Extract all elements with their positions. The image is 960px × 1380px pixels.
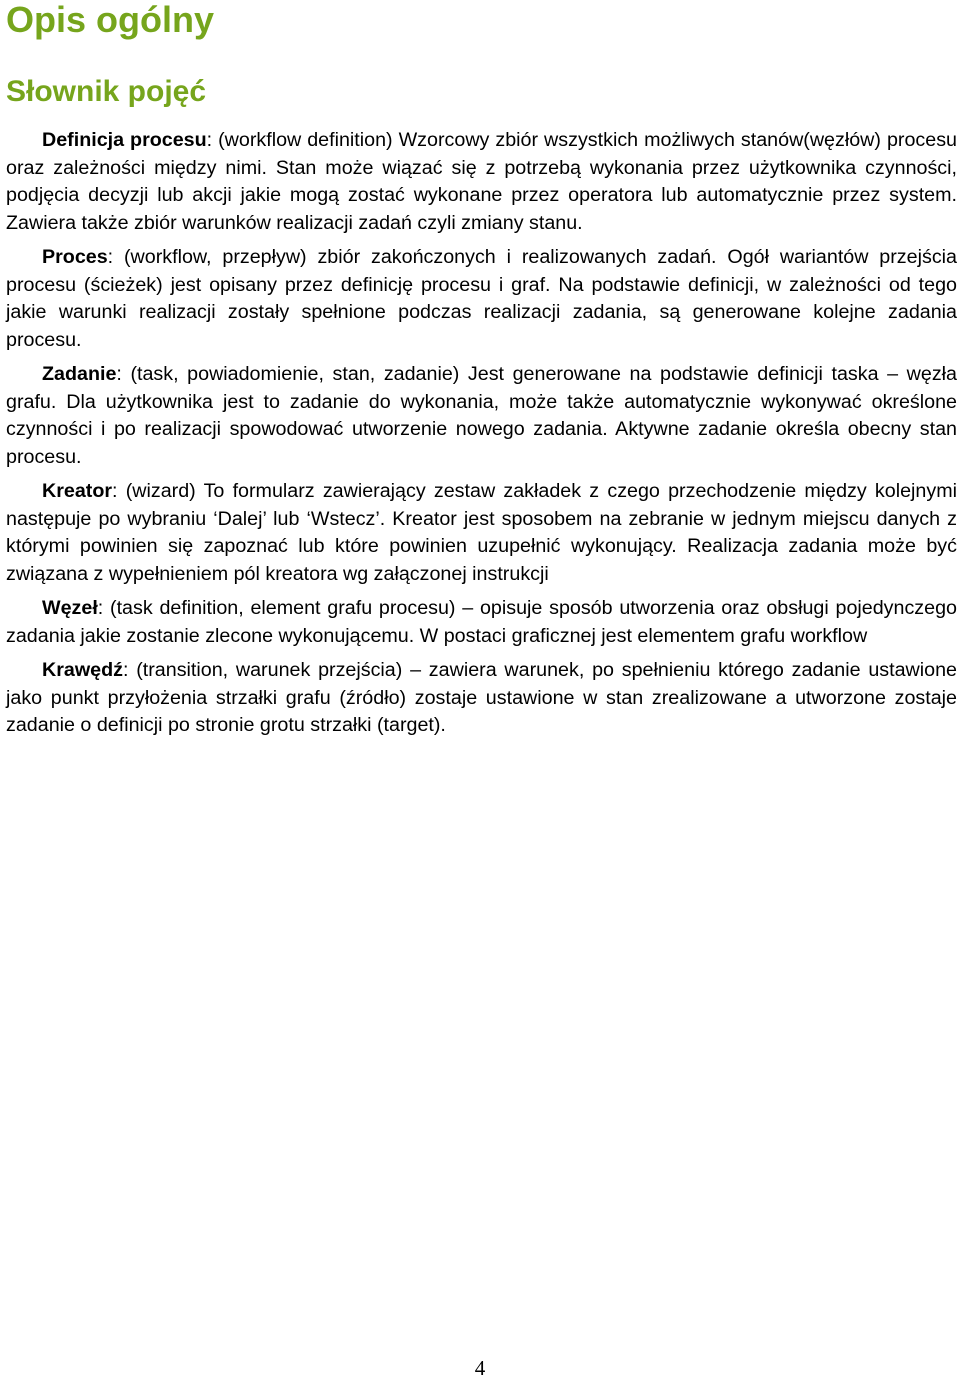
glossary-definition: : (wizard) To formularz zawierający zestaw zakładek z czego przechodzenie między kolejnymi następuje po wybraniu ‘Dalej’ lub ‘Wstecz’. Kreator jest sposobem na zebranie w jednym miejscu danych z którymi powinien się zapoznać lub które powinien uzupełnić wykonujący. Realizacja zadania może być związana z wypełnieniem pól kreatora wg załączonej instrukcji <box>6 480 957 585</box>
glossary-entry-task <box>6 361 957 471</box>
glossary <box>6 127 957 747</box>
glossary-entry-node <box>6 595 957 650</box>
glossary-definition: : (task, powiadomienie, stan, zadanie) Jest generowane na podstawie definicji taska – węzła grafu. Dla użytkownika jest to zadanie do wykonania, może także automatycznie wykonywać określone czynności i po realizacji spowodować utworzenie nowego zadania. Aktywne zadanie określa obecny stan procesu. <box>6 363 957 468</box>
glossary-entry-process-definition <box>6 127 957 237</box>
page-title: Opis ogólny <box>6 0 215 40</box>
glossary-entry-edge <box>6 657 957 740</box>
glossary-entry-wizard <box>6 478 957 588</box>
glossary-term: Węzeł <box>42 597 98 619</box>
glossary-definition: : (workflow definition) Wzorcowy zbiór wszystkich możliwych stanów(węzłów) procesu oraz zależności między nimi. Stan może wiązać się z potrzebą wykonania przez użytkownika czynności, podjęcia decyzji lub akcji jakie mogą zostać wykonane przez operatora lub automatycznie przez system. Zawiera także zbiór warunków realizacji zadań czyli zmiany stanu. <box>6 129 957 234</box>
glossary-term: Definicja procesu <box>42 129 207 151</box>
glossary-entry-process <box>6 244 957 354</box>
glossary-term: Kreator <box>42 480 113 502</box>
glossary-term: Proces <box>42 246 108 268</box>
page-number: 4 <box>474 1356 486 1380</box>
glossary-definition: : (task definition, element grafu procesu) – opisuje sposób utworzenia oraz obsługi pojedynczego zadania jakie zostanie zlecone wykonującemu. W postaci graficznej jest elementem grafu workflow <box>6 597 957 647</box>
glossary-term: Zadanie <box>42 363 117 385</box>
glossary-definition: : (workflow, przepływ) zbiór zakończonych i realizowanych zadań. Ogół wariantów przejścia procesu (ścieżek) jest opisany przez definicję procesu i graf. Na podstawie definicji, w zależności od tego jakie warunki realizacji zostały spełnione podczas realizacji zadania, są generowane kolejne zadania procesu. <box>6 246 957 351</box>
glossary-term: Krawędź <box>42 659 123 681</box>
section-heading: Słownik pojęć <box>6 75 207 108</box>
glossary-definition: : (transition, warunek przejścia) – zawiera warunek, po spełnieniu którego zadanie ustawione jako punkt przyłożenia strzałki grafu (źródło) zostaje ustawione w stan zrealizowane a utworzone zostaje zadanie o definicji po stronie grotu strzałki (target). <box>6 659 957 736</box>
